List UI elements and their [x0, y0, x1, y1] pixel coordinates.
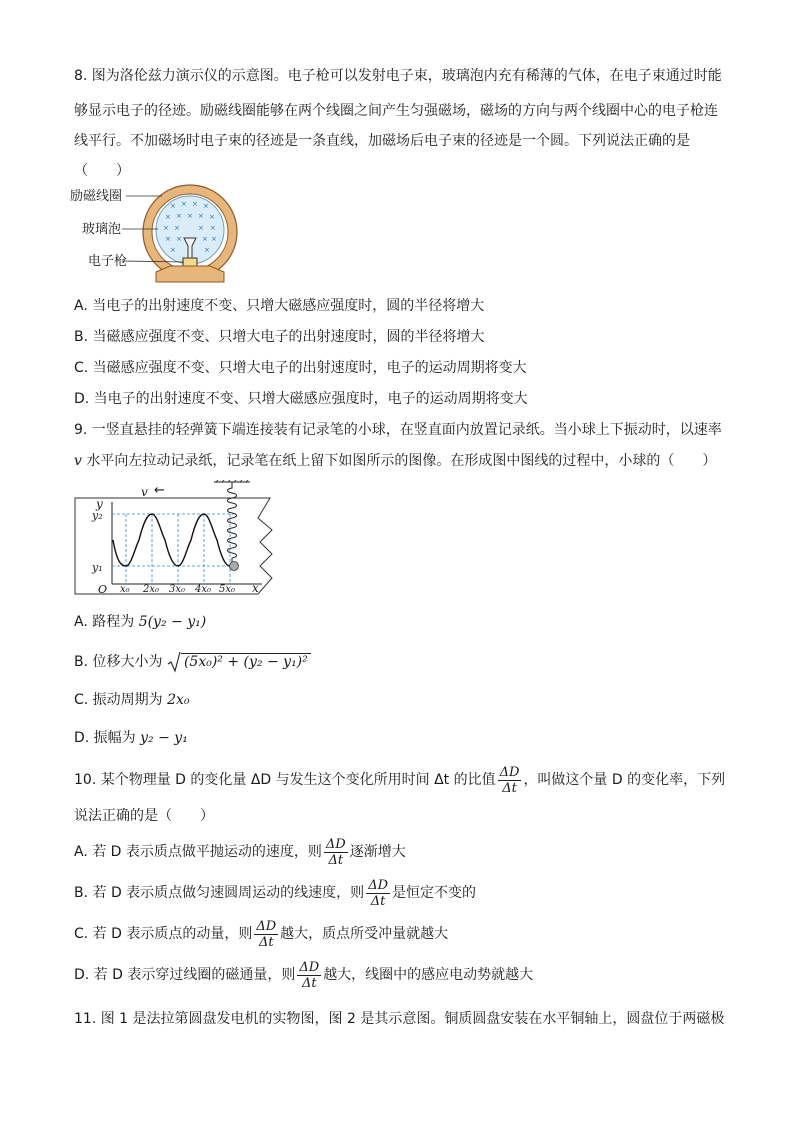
q8-option-c: C. 当磁感应强度不变、只增大电子的出射速度时，电子的运动周期将变大 — [74, 360, 527, 376]
fig-tick-4x0: 4x₀ — [195, 584, 212, 595]
rate-fraction — [254, 919, 278, 950]
rate-fraction — [366, 878, 390, 909]
svg-text:×: × — [198, 212, 204, 220]
q9-option-c-label: C. 振动周期为 — [74, 692, 168, 708]
q10-option-d — [74, 957, 533, 993]
q9-stem-line2-text: 水平向左拉动记录纸，记录笔在纸上留下如图所示的图像。在形成图中图线的过程中，小球的（ ） — [81, 453, 717, 469]
rate-fraction — [324, 837, 348, 868]
q8-stem-line1: 8. 图为洛伦兹力演示仪的示意图。电子枪可以发射电子束，玻璃泡内充有稀薄的气体，在电子束通过时能 — [74, 68, 722, 84]
svg-text:×: × — [211, 235, 217, 243]
fig-y1-label: y₁ — [92, 561, 103, 574]
svg-text:×: × — [165, 235, 171, 243]
fig-v-label: v — [141, 485, 148, 499]
fraction-numerator: ΔD — [299, 959, 320, 975]
q9-option-b — [74, 651, 311, 673]
label-coil: 励磁线圈 — [70, 189, 123, 204]
q10-option-b-part2: 是恒定不变的 — [392, 885, 476, 901]
q9-stem-line1: 9. 一竖直悬挂的轻弹簧下端连接装有记录笔的小球，在竖直面内放置记录纸。当小球上下振动时，以速率 — [74, 422, 722, 438]
q9-option-d — [74, 728, 188, 748]
fig-tick-x0: x₀ — [120, 584, 130, 595]
svg-text:×: × — [210, 224, 216, 232]
fraction-numerator: ΔD — [368, 877, 388, 893]
q9-stem-line2 — [74, 451, 716, 471]
q10-option-d-part2: 越大，线圈中的感应电动势就越大 — [323, 967, 534, 983]
q10-stem-part1: 10. 某个物理量 D 的变化量 ΔD 与发生这个变化所用时间 Δt 的比值 — [74, 772, 496, 788]
fraction-denominator: Δt — [502, 780, 517, 796]
q8-stem-line2: 够显示电子的径迹。励磁线圈能够在两个线圈之间产生匀强磁场，磁场的方向与两个线圈中心的电子枪连 — [74, 103, 718, 119]
q11-stem-line1: 11. 图 1 是法拉第圆盘发电机的实物图，图 2 是其示意图。铜质圆盘安装在水平铜轴上，圆盘位于两磁极 — [74, 1011, 725, 1027]
q10-option-c — [74, 916, 448, 952]
q9-option-d-math: y₂ − y₁ — [140, 730, 188, 746]
label-gun: 电子枪 — [88, 254, 128, 269]
svg-text:×: × — [181, 200, 187, 208]
svg-text:×: × — [187, 212, 193, 220]
svg-text:×: × — [204, 246, 210, 254]
svg-text:×: × — [170, 202, 176, 210]
q10-option-c-part2: 越大，质点所受冲量就越大 — [280, 926, 449, 942]
svg-text:×: × — [163, 224, 169, 232]
q9-option-a-label: A. 路程为 — [74, 614, 139, 630]
fig-tick-3x0: 3x₀ — [169, 584, 186, 595]
velocity-symbol: v — [74, 453, 82, 469]
svg-text:×: × — [203, 202, 209, 210]
fig-tick-2x0: 2x₀ — [143, 584, 160, 595]
fraction-denominator: Δt — [258, 934, 274, 950]
label-bulb: 玻璃泡 — [82, 222, 122, 237]
q9-option-c — [74, 690, 190, 710]
q8-answer-paren: （ ） — [74, 163, 130, 179]
svg-text:×: × — [202, 235, 208, 243]
fig-y-axis-label: y — [96, 497, 103, 511]
fraction-denominator: Δt — [301, 975, 317, 991]
fraction-denominator: Δt — [370, 893, 386, 909]
fig-tick-5x0: 5x₀ — [219, 584, 236, 595]
svg-text:×: × — [176, 235, 182, 243]
q8-option-d: D. 当电子的出射速度不变、只增大磁感应强度时，电子的运动周期将变大 — [74, 391, 528, 407]
fig-origin-label: O — [98, 583, 108, 596]
sqrt-expression — [167, 651, 311, 673]
svg-text:×: × — [174, 224, 180, 232]
q9-option-d-label: D. 振幅为 — [74, 730, 141, 746]
svg-text:×: × — [192, 200, 198, 208]
q8-stem-line3: 线平行。不加磁场时电子束的径迹是一条直线，加磁场后电子束的径迹是一个圆。下列说法正确的是 — [74, 133, 690, 149]
fig-v-arrow: ← — [154, 483, 165, 498]
fraction-numerator: ΔD — [325, 836, 346, 852]
fig-x-axis-label: x — [252, 581, 259, 595]
q10-option-d-part1: D. 若 D 表示穿过线圈的磁通量，则 — [74, 967, 296, 983]
q10-option-b-part1: B. 若 D 表示质点做匀速圆周运动的线速度，则 — [74, 885, 365, 901]
q10-stem-part2: ，叫做这个量 D 的变化率，下列 — [523, 772, 726, 788]
q10-option-a-part2: 逐渐增大 — [349, 844, 406, 860]
fraction-numerator: ΔD — [256, 918, 277, 934]
fig-y2-label: y₂ — [92, 509, 103, 522]
fraction-numerator: ΔD — [499, 764, 520, 780]
svg-text:×: × — [170, 246, 176, 254]
fraction-denominator: Δt — [328, 852, 344, 868]
q10-stem-line2: 说法正确的是（ ） — [74, 808, 214, 824]
svg-text:×: × — [165, 213, 171, 221]
rate-fraction — [297, 960, 321, 991]
q9-option-c-math: 2x₀ — [167, 692, 190, 708]
q9-option-b-math: (5x₀)² + (y₂ − y₁)² — [181, 653, 311, 670]
q10-stem-line1 — [74, 762, 725, 798]
q9-option-a — [74, 612, 206, 632]
q10-option-b — [74, 875, 476, 911]
svg-text:×: × — [198, 224, 204, 232]
svg-text:×: × — [176, 212, 182, 220]
q8-option-a: A. 当电子的出射速度不变、只增大磁感应强度时，圆的半径将增大 — [74, 298, 485, 314]
q10-option-c-part1: C. 若 D 表示质点的动量，则 — [74, 926, 253, 942]
q8-option-b: B. 当磁感应强度不变、只增大电子的出射速度时，圆的半径将增大 — [74, 329, 485, 345]
svg-text:×: × — [209, 213, 215, 221]
q10-option-a — [74, 834, 406, 870]
spring-record-figure — [74, 480, 278, 596]
q10-option-a-part1: A. 若 D 表示质点做平抛运动的速度，则 — [74, 844, 322, 860]
rate-fraction — [498, 765, 522, 796]
q9-option-a-math: 5(y₂ − y₁) — [138, 614, 207, 630]
q9-option-b-label: B. 位移大小为 — [74, 654, 167, 670]
